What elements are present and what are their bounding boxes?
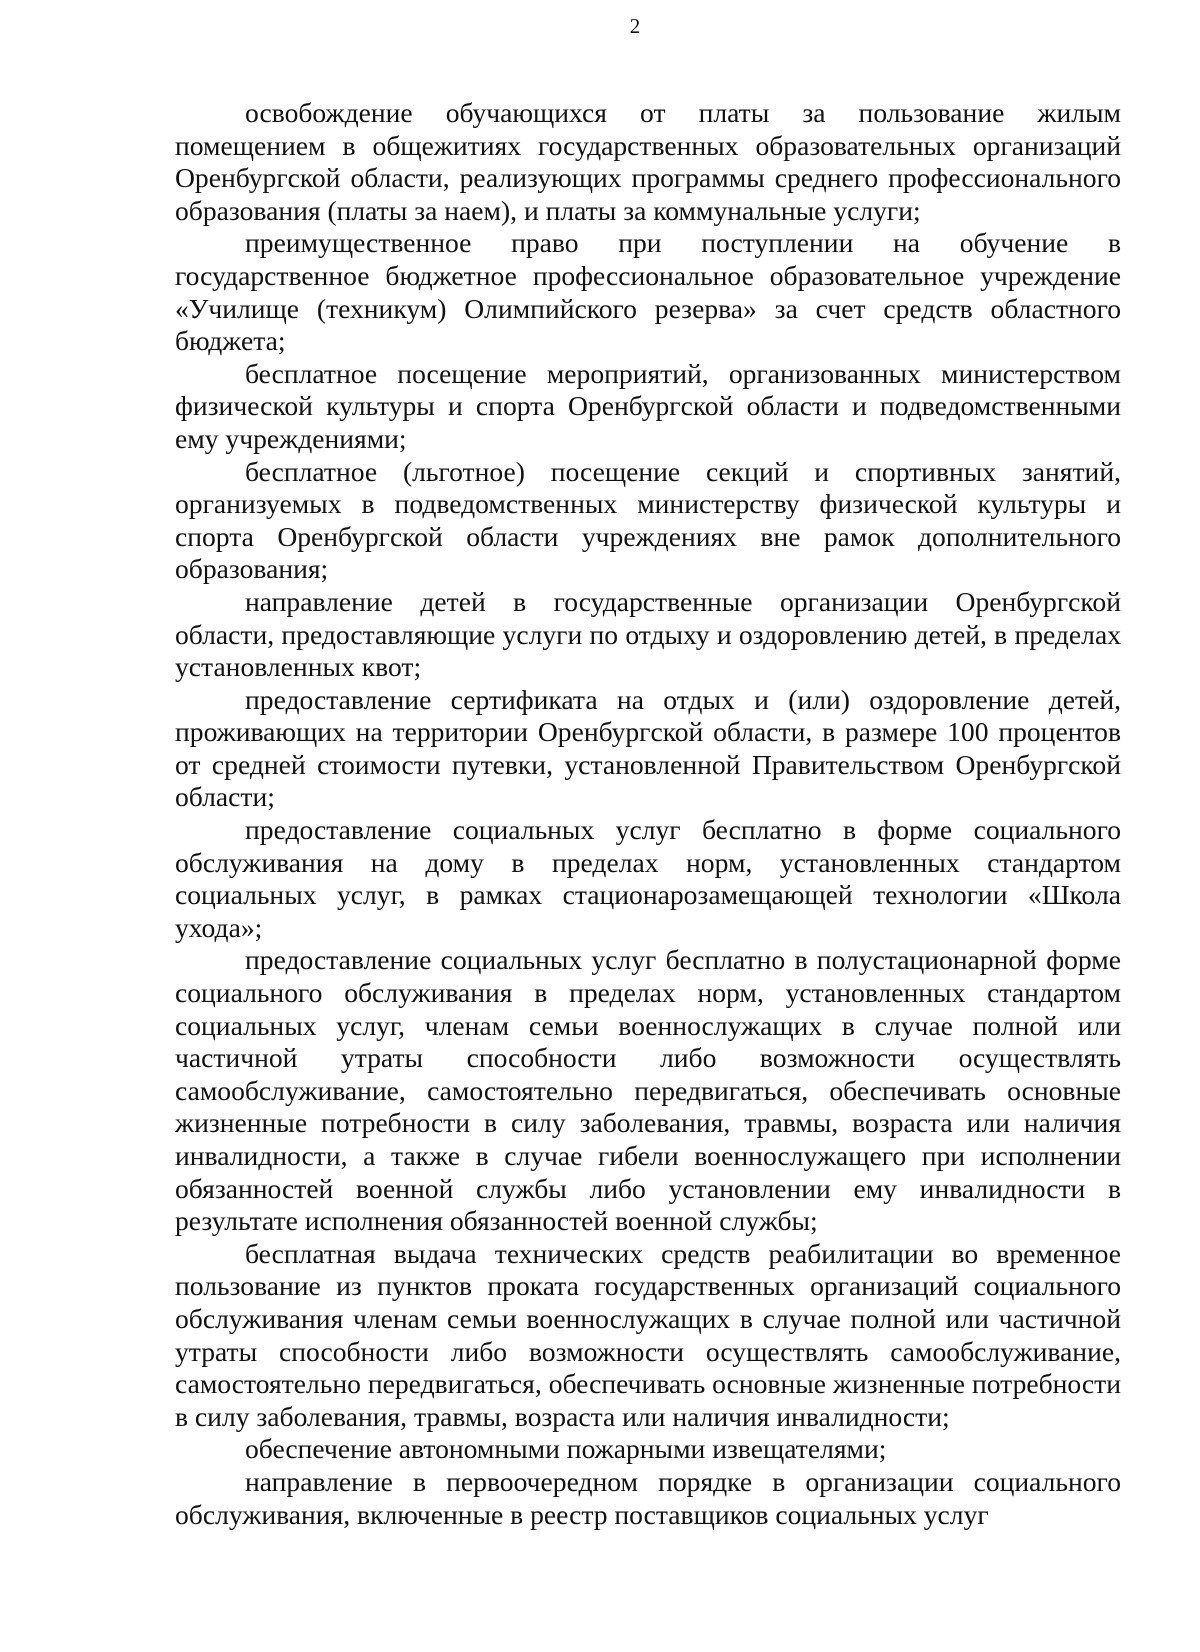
paragraph-recreation-certificate: предоставление сертификата на отдых и (или) оздоровление детей, проживающих на территории Оренбургской области, в размере 100 процентов от средней стоимости путевки, установленной Правительством Оренбургской области; [175, 683, 1121, 813]
page-number: 2 [629, 14, 641, 38]
paragraph-rehabilitation-equipment: бесплатная выдача технических средств реабилитации во временное пользование из пунктов проката государственных организаций социального обслуживания членам семьи военнослужащих в случае полной или частичной утраты способности либо возможности осуществлять самообслуживание, самостоятельно передвигаться, обеспечивать основные жизненные потребности в силу заболевания, травмы, возраста или наличия инвалидности; [175, 1237, 1121, 1432]
paragraph-priority-referral: направление в первоочередном порядке в организации социального обслуживания, включенные в реестр поставщиков социальных услуг [175, 1465, 1121, 1530]
paragraph-fire-detectors: обеспечение автономными пожарными извещателями; [245, 1433, 887, 1465]
document-body [175, 97, 1121, 1531]
paragraph-free-sports-events: бесплатное посещение мероприятий, организованных министерством физической культуры и спорта Оренбургской области и подведомственными ему учреждениями; [175, 357, 1121, 454]
paragraph-sports-sections: бесплатное (льготное) посещение секций и спортивных занятий, организуемых в подведомственных министерству физической культуры и спорта Оренбургской области учреждениях вне рамок дополнительного образования; [175, 455, 1121, 585]
paragraph-children-recreation: направление детей в государственные организации Оренбургской области, предоставляющие услуги по отдыху и оздоровлению детей, в пределах установленных квот; [175, 585, 1121, 683]
paragraph-student-housing-fee: освобождение обучающихся от платы за пользование жилым помещением в общежитиях государственных образовательных организаций Оренбургской области, реализующих программы среднего профессионального образования (платы за наем), и платы за коммунальные услуги; [175, 97, 1121, 226]
paragraph-olympic-reserve-admission: преимущественное право при поступлении на обучение в государственное бюджетное профессиональное образовательное учреждение «Училище (техникум) Олимпийского резерва» за счет средств областного бюджета; [175, 227, 1121, 357]
paragraph-home-social-services: предоставление социальных услуг бесплатно в форме социального обслуживания на дому в пределах норм, установленных стандартом социальных услуг, в рамках стационарозамещающей технологии «Школа ухода»; [175, 814, 1121, 943]
paragraph-semi-stationary-services: предоставление социальных услуг бесплатно в полустационарной форме социального обслуживания в пределах норм, установленных стандартом социальных услуг, членам семьи военнослужащих в случае полной или частичной утраты способности либо возможности осуществлять самообслуживание, самостоятельно передвигаться, обеспечивать основные жизненные потребности в силу заболевания, травмы, возраста или наличия инвалидности, а также в случае гибели военнослужащего при исполнении обязанностей военной службы либо установлении ему инвалидности в результате исполнения обязанностей военной службы; [175, 944, 1121, 1237]
